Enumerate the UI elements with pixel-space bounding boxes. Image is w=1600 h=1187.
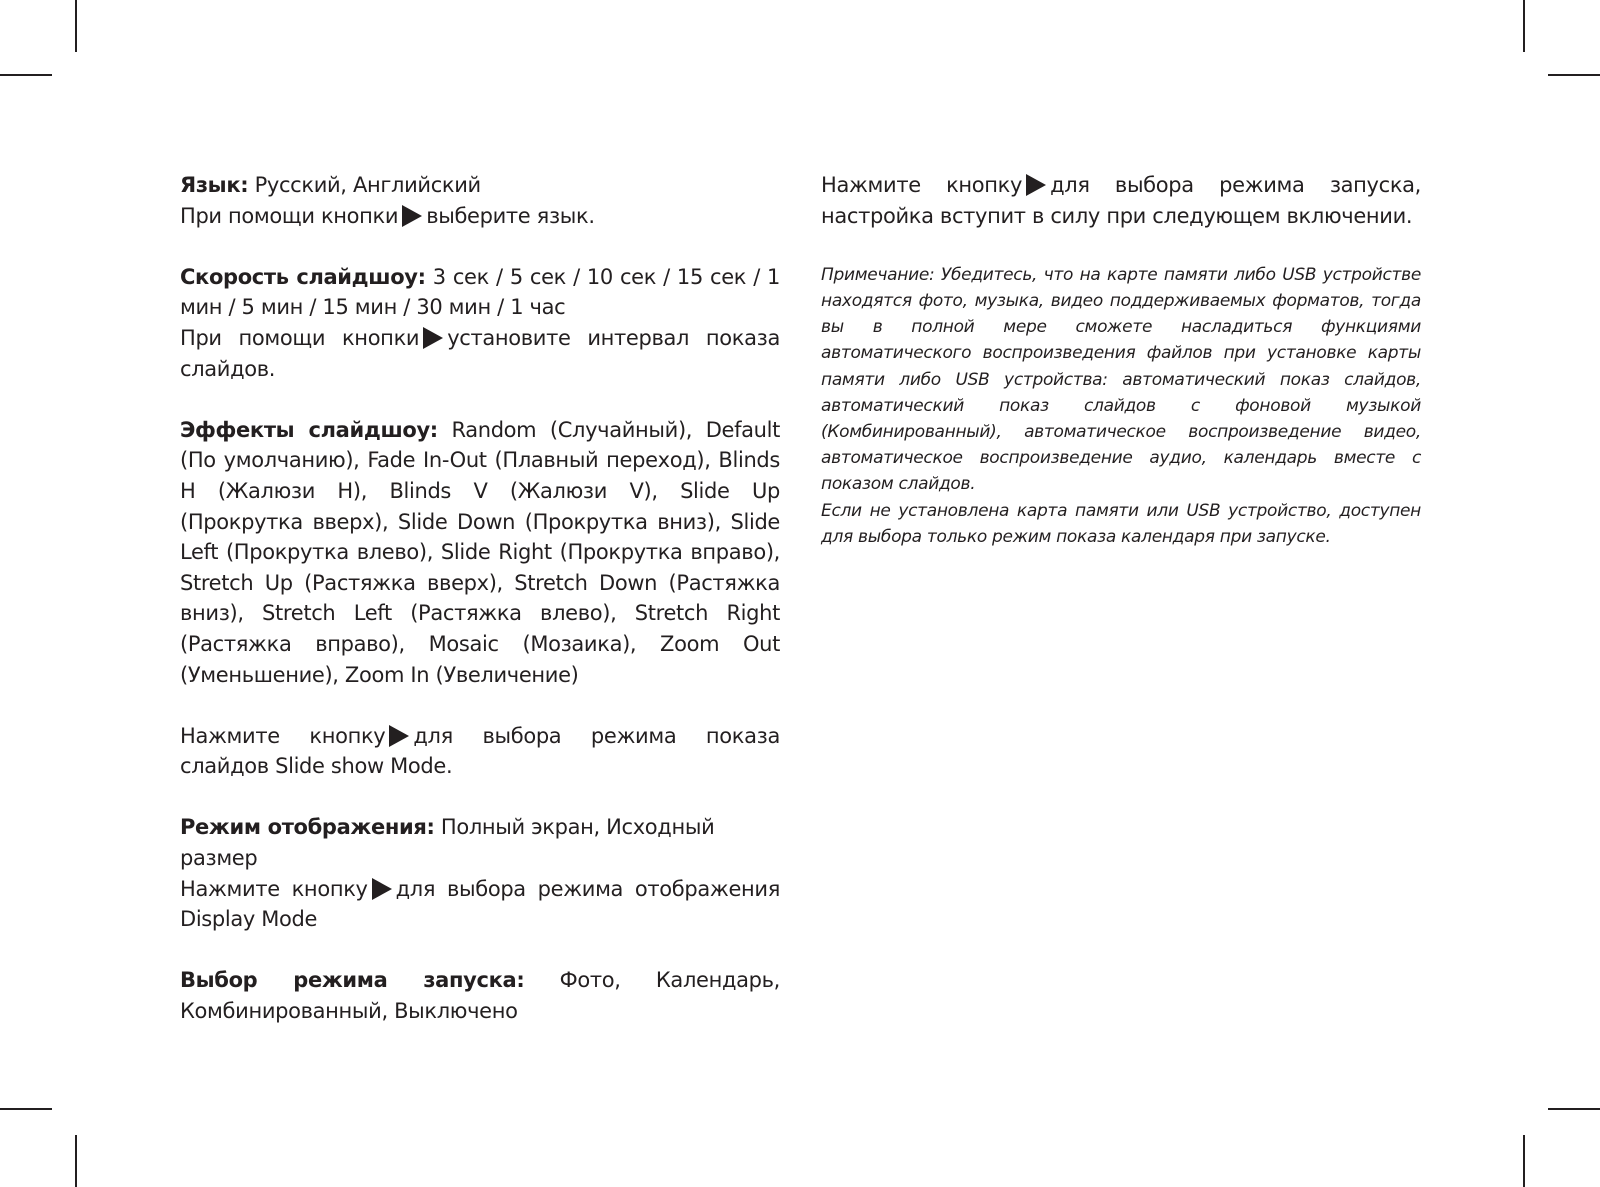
- note-block: [821, 262, 1421, 550]
- speed-hint-after: установите интервал показа слайдов.: [180, 325, 780, 381]
- language-section: [180, 170, 780, 231]
- play-icon: [372, 878, 392, 900]
- language-hint: [180, 201, 780, 232]
- display-mode-section: [180, 812, 780, 934]
- play-icon: [1026, 174, 1046, 196]
- startup-hint-before: Нажмите кнопку: [821, 173, 1023, 197]
- language-values: Русский, Английский: [248, 173, 481, 197]
- effects-section: [180, 415, 780, 690]
- language-term: Язык:: [180, 173, 249, 197]
- language-line: [180, 170, 780, 201]
- speed-values: 3 сек / 5 сек / 10 сек / 15 сек / 1 мин / 5 мин / 15 мин / 30 мин / 1 час: [180, 264, 781, 320]
- slideshow-mode-before: Нажмите кнопку: [180, 723, 386, 748]
- effects-values: Random (Случайный), Default (По умолчанию), Fade In-Out (Плавный переход), Blinds H (Жалюзи H), Blinds V (Жалюзи V), Slide Up (Прокрутка вверх), Slide Down (Прокрутка вниз), Slide Left (Прокрутка влево), Slide Right (Прокрутка вправо), Stretch Up (Растяжка вверх), Stretch Down (Растяжка вниз), Stretch Left (Растяжка влево), Stretch Right (Растяжка вправо), Mosaic (Мозаика), Zoom Out (Уменьшение), Zoom In (Увеличение): [180, 417, 781, 687]
- display-line: [180, 812, 780, 873]
- speed-term: Скорость слайдшоу:: [180, 264, 426, 289]
- crop-mark-top-right-vertical: [1523, 0, 1525, 52]
- speed-hint-before: При помощи кнопки: [180, 325, 420, 350]
- startup-values: Фото, Календарь, Комбинированный, Выключено: [180, 968, 780, 1024]
- display-term: Режим отображения:: [180, 815, 435, 840]
- slideshow-mode-after: для выбора режима показа слайдов Slide show Mode.: [180, 723, 780, 779]
- crop-mark-top-left-vertical: [75, 0, 77, 52]
- display-hint-after: для выбора режима отображения Display Mode: [180, 876, 780, 932]
- slideshow-mode-section: [180, 721, 780, 782]
- startup-section: [180, 965, 780, 1026]
- language-hint-before: При помощи кнопки: [180, 203, 399, 228]
- play-icon: [423, 327, 443, 349]
- startup-hint-after: для выбора режима запуска, настройка вступит в силу при следующем включении.: [821, 173, 1421, 228]
- crop-mark-bottom-left-horizontal: [0, 1108, 52, 1110]
- effects-term: Эффекты слайдшоу:: [180, 417, 438, 442]
- right-column: [821, 170, 1421, 550]
- language-hint-after: выберите язык.: [426, 203, 595, 228]
- crop-mark-top-right-horizontal: [1548, 74, 1600, 76]
- crop-mark-bottom-right-vertical: [1523, 1135, 1525, 1187]
- display-values: Полный экран, Исходный размер: [180, 815, 715, 871]
- play-icon: [402, 205, 422, 227]
- left-column: [180, 170, 780, 1057]
- crop-mark-bottom-right-horizontal: [1548, 1108, 1600, 1110]
- startup-term: Выбор режима запуска:: [180, 968, 525, 993]
- play-icon: [389, 725, 409, 747]
- crop-mark-bottom-left-vertical: [75, 1135, 77, 1187]
- note-paragraph-usb: Если не установлена карта памяти или USB устройство, доступен для выбора только режим показа календаря при запуске.: [821, 500, 1421, 547]
- note-paragraph: Примечание: Убедитесь, что на карте памяти либо USB устройстве находятся фото, музыка, видео поддерживаемых форматов, тогда вы в полной мере сможете насладиться функциями автоматического воспроизведения файлов при установке карты памяти либо USB устройства: автоматический показ слайдов, автоматический показ слайдов с фоновой музыкой (Комбинированный), автоматическое воспроизведение видео, автоматическое воспроизведение аудио, календарь вместе с показом слайдов.: [821, 264, 1421, 495]
- crop-mark-top-left-horizontal: [0, 74, 52, 76]
- startup-hint-section: [821, 170, 1421, 231]
- display-hint-before: Нажмите кнопку: [180, 876, 368, 901]
- speed-section: [180, 262, 780, 384]
